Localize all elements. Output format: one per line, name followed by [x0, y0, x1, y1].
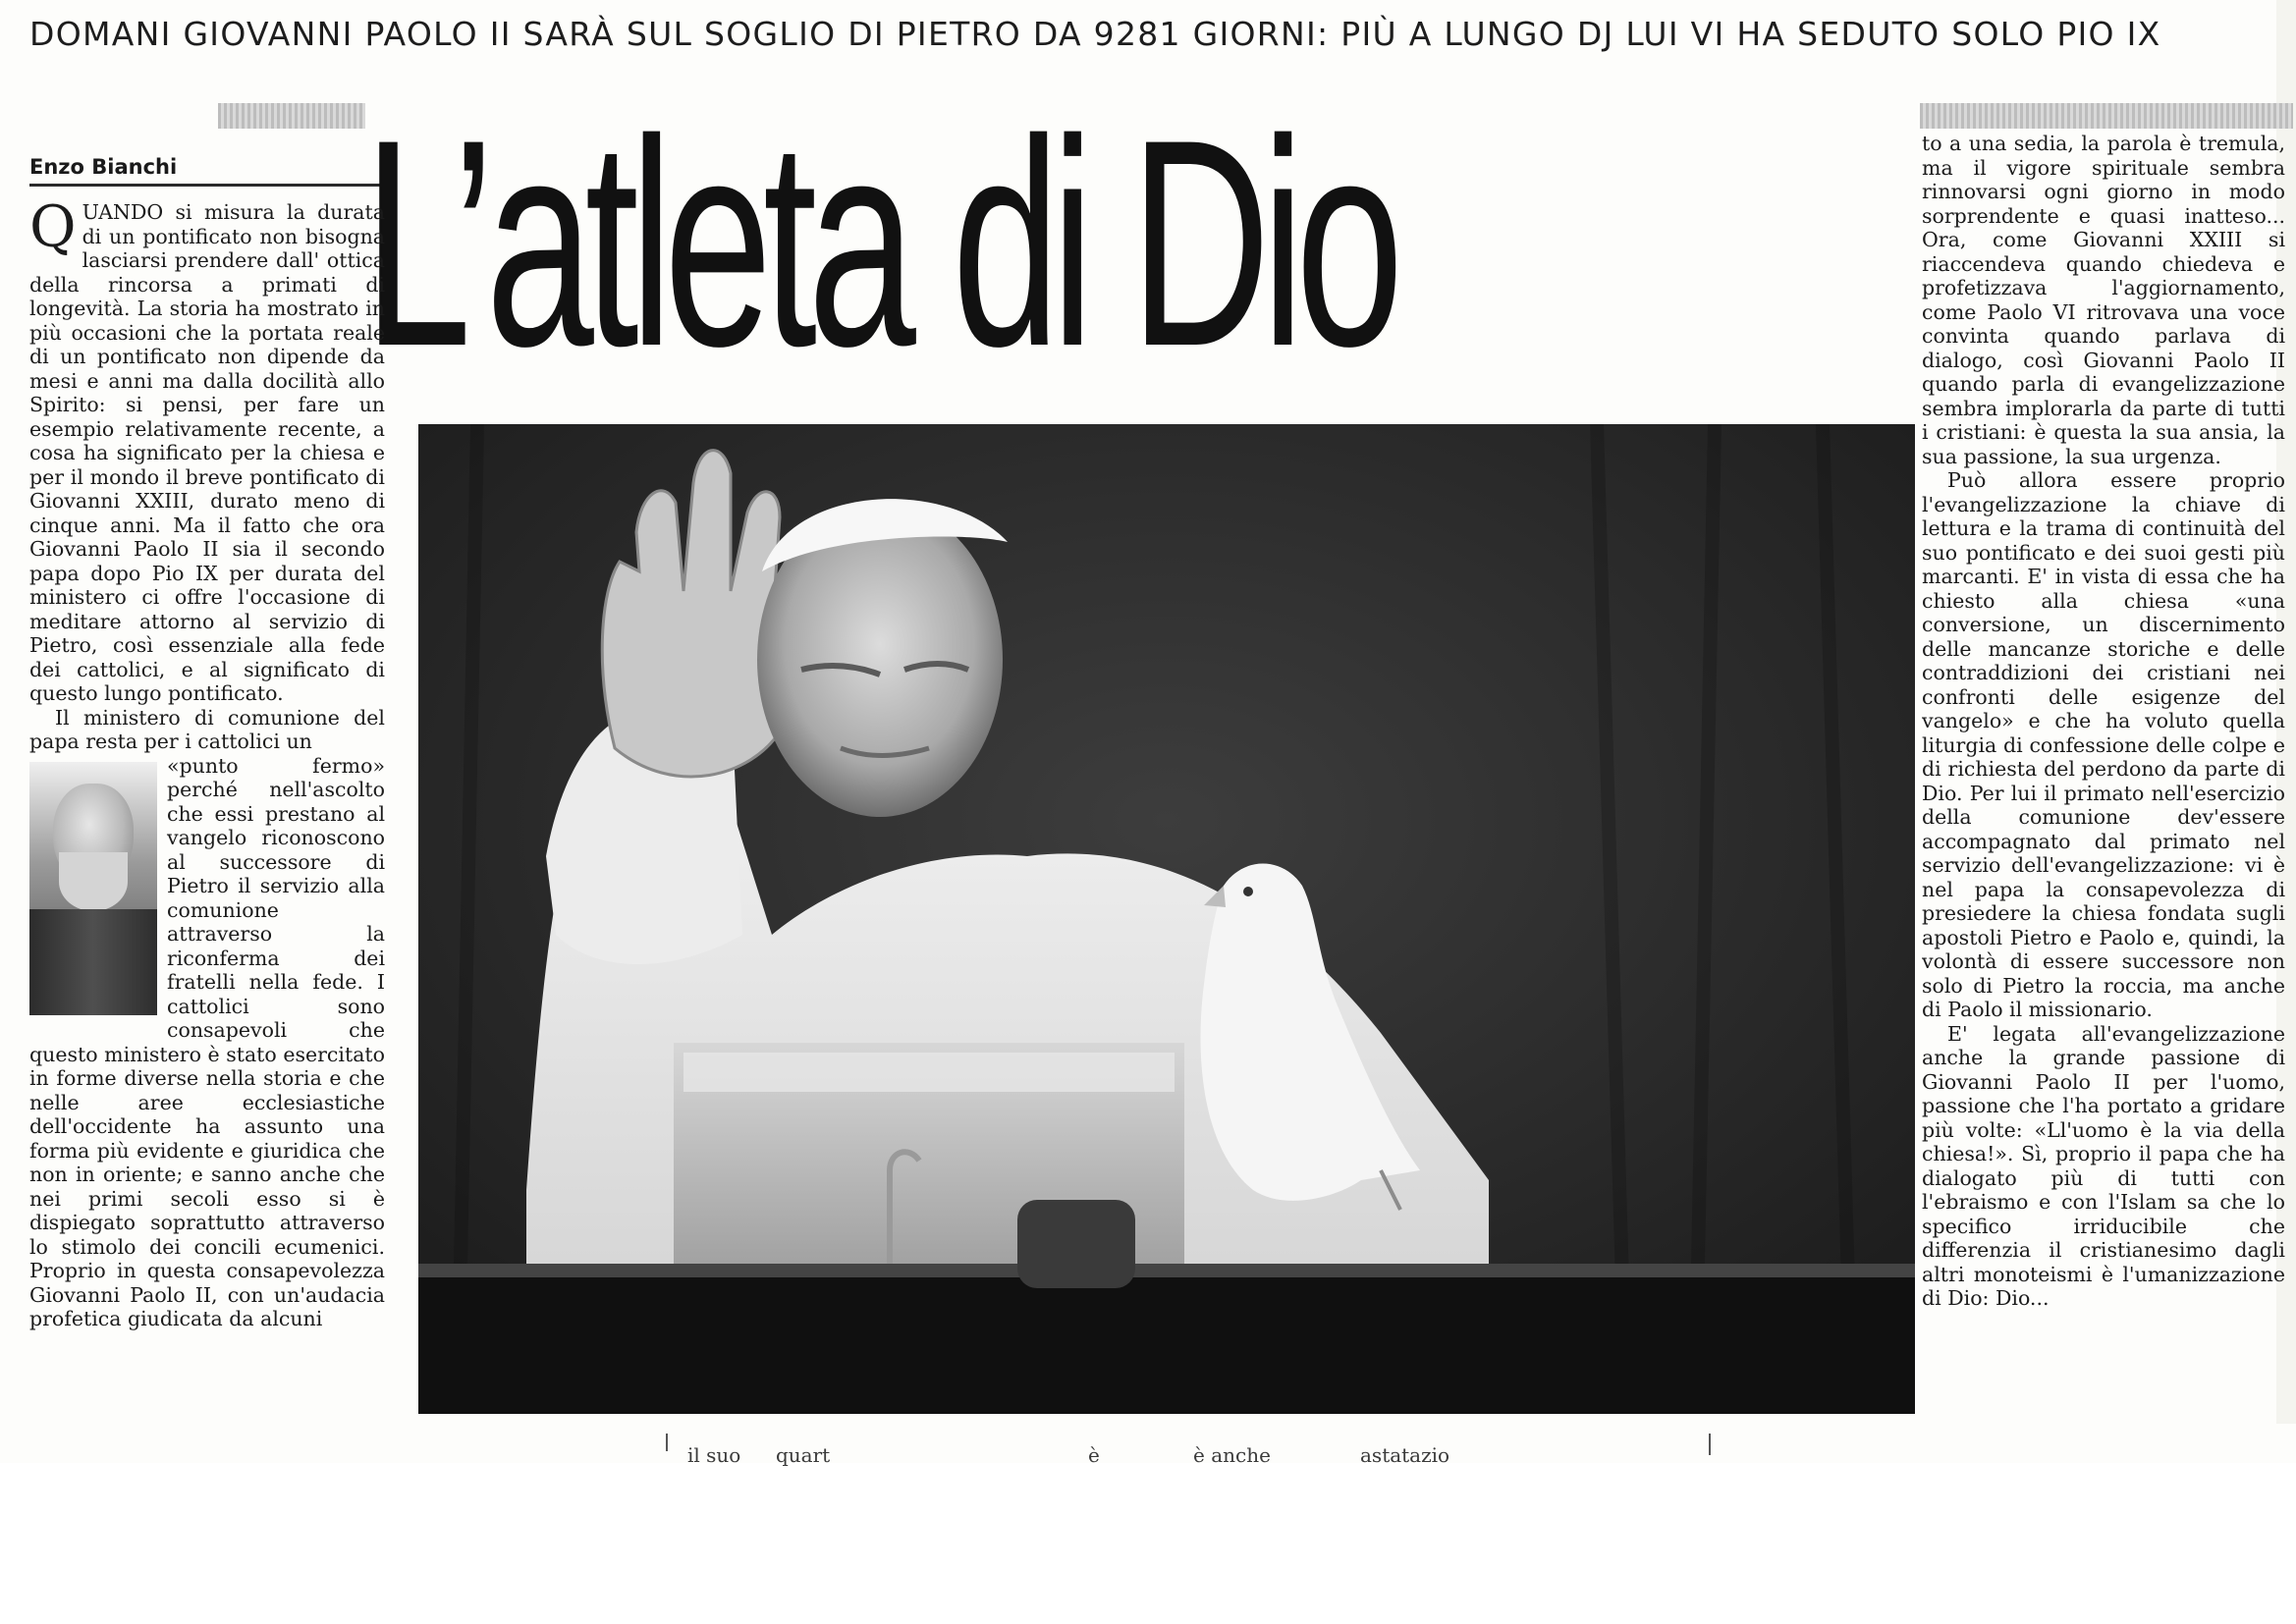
cut-mark — [1709, 1434, 1711, 1455]
left-paragraph-2-lead: Il ministero di comunione del papa resta per i cattolici un — [29, 705, 385, 753]
fragment-1: il suo — [687, 1443, 741, 1467]
fragment-5: astatazio — [1360, 1443, 1450, 1467]
right-column — [1922, 132, 2285, 1447]
shaded-bar-left — [218, 103, 365, 129]
left-paragraph-2-body: «punto fermo» perché nell'ascolto che essi prestano al vangelo riconoscono al successore di Pietro il servizio alla comunione attraverso la riconferma dei fratelli nella fede. I cattolici sono consapevoli che questo ministero è stato esercitato in forme diverse nella storia e che nelle aree ecclesiastiche dell'occidente ha assunto una forma più evidente e giuridica che non in oriente; e sanno anche che nei primi secoli esso si è dispiegato soprattutto attraverso lo stimolo dei concili ecumenici. Proprio in questa consapevolezza Giovanni Paolo II, con un'audacia profetica giudicata da alcuni — [29, 753, 385, 1330]
right-paragraph-2: Può allora essere proprio l'evangelizzazione la chiave di lettura e la trama di continuità del suo pontificato e dei suoi gesti più marcanti. E' in vista di essa che ha chiesto alla chiesa «una conversione, un discernimento delle mancanze storiche e delle contraddizioni dei cristiani nei confronti delle esigenze del vangelo» e che ha voluto quella liturgia di confessione delle colpe e di richiesta del perdono da parte di Dio. Per lui il primato nell'esercizio della comunione dev'essere accompagnato dal primato nel servizio dell'evangelizzazione: vi è nel papa la consapevolezza di presiedere la chiesa fondata sugli apostoli Pietro e Paolo e, quindi, la volontà di essere successore non solo di Pietro la roccia, ma anche di Paolo il missionario. — [1922, 468, 2285, 1021]
fragment-4: è anche — [1193, 1443, 1271, 1467]
byline-rule — [29, 184, 383, 187]
fragment-3: è — [1088, 1443, 1100, 1467]
shaded-bar-right — [1920, 103, 2293, 129]
drop-cap: Q — [29, 200, 77, 260]
kicker-headline: DOMANI GIOVANNI PAOLO II SARÀ SUL SOGLIO DI PIETRO DA 9281 GIORNI: PIÙ A LUNGO DJ LUI VI HA SEDUTO SOLO PIO IX — [29, 15, 2161, 53]
cut-off-text-row — [609, 1443, 1886, 1473]
left-paragraph-1-text: UANDO si misura la durata di un pontificato non bisogna lasciarsi prendere dall' ottica della rincorsa a primati di longevità. La storia ha mostrato in più occasioni che la portata reale di un pontificato non dipende da mesi e anni ma dalla docilità allo Spirito: si pensi, per fare un esempio relativamente recente, a cosa ha significato per la chiesa e per il mondo il breve pontificato di Giovanni XXIII, durato meno di cinque anni. Ma il fatto che ora Giovanni Paolo II sia il secondo papa dopo Pio IX per durata del ministero ci offre l'occasione di meditare attorno al servizio di Pietro, così essenziale alla fede dei cattolici, e al significato di questo lungo pontificato. — [29, 200, 385, 705]
left-paragraph-1 — [29, 200, 385, 706]
pope-photo — [418, 424, 1915, 1414]
left-column — [29, 200, 385, 1447]
byline-author: Enzo Bianchi — [29, 155, 178, 179]
fragment-2: quart — [776, 1443, 831, 1467]
main-headline: L’atleta di Dio — [363, 78, 1395, 407]
right-paragraph-3: E' legata all'evangelizzazione anche la grande passione di Giovanni Paolo II per l'uomo, passione che l'ha portato a gridare più volte: «Ll'uomo è la via della chiesa!». Sì, proprio il papa che ha dialogato più di tutti con l'ebraismo e con l'Islam sa che lo specifico irriducibile che differenzia il cristianesimo dagli altri monoteismi è l'umanizzazione di Dio: Dio... — [1922, 1021, 2285, 1310]
cut-mark — [666, 1434, 668, 1451]
author-portrait-photo — [29, 762, 157, 1015]
right-paragraph-1: to a una sedia, la parola è tremula, ma il vigore spirituale sembra rinnovarsi ogni giorno in modo sorprendente e quasi inatteso... Ora, come Giovanni XXIII si riaccendeva quando chiedeva e profetizzava l'aggiornamento, come Paolo VI ritrovava una voce convinta quando parlava di dialogo, così Giovanni Paolo II quando parla di evangelizzazione sembra implorarla da parte di tutti i cristiani: è questa la sua ansia, la sua passione, la sua urgenza. — [1922, 132, 2285, 468]
